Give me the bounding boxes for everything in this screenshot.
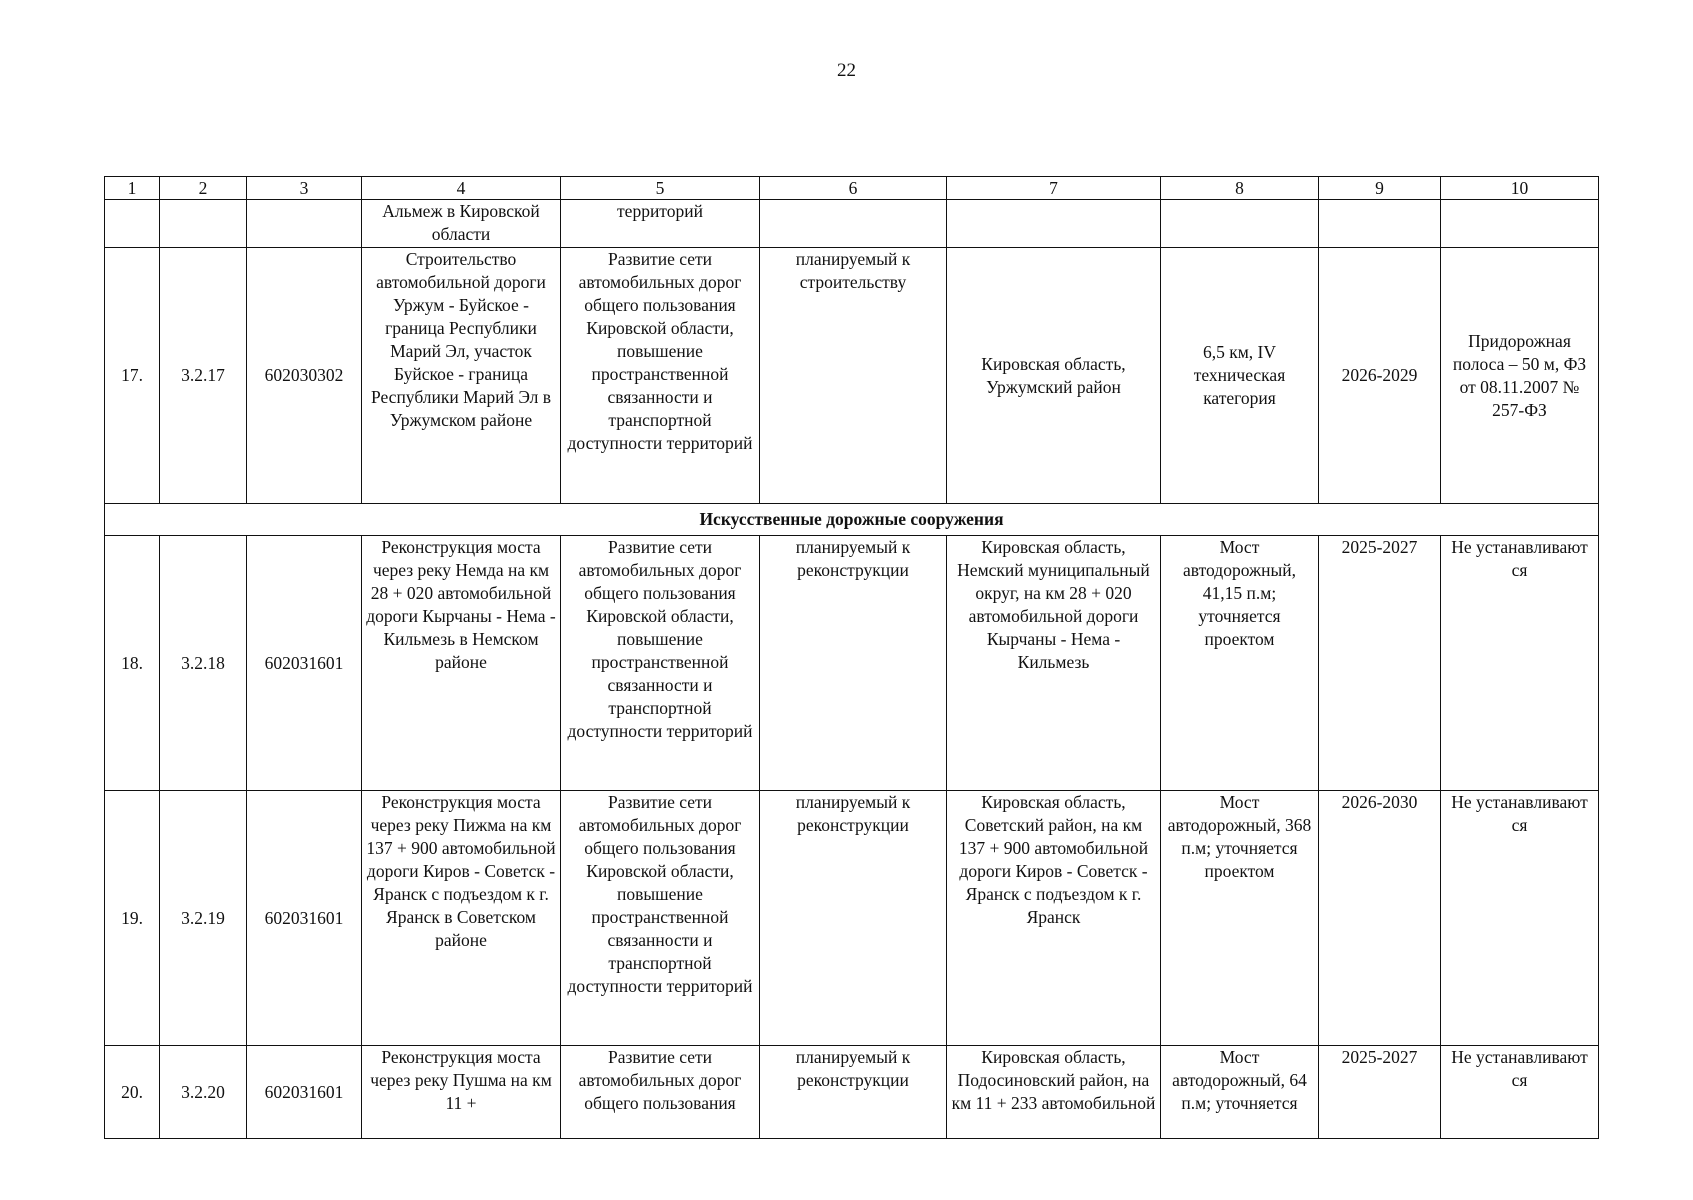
object-name: Реконструкция моста через реку Немда на км 28 + 020 автомобильной дороги Кырчаны - Нема - Кильмезь в Немском районе: [362, 536, 561, 791]
row-number: 17.: [105, 248, 160, 504]
implementation-period: 2026-2030: [1319, 791, 1441, 1046]
table-row: [105, 248, 1599, 504]
table-row: [105, 1046, 1599, 1139]
column-number: 2: [160, 177, 247, 200]
table-cell: [247, 200, 362, 248]
table-cell: [105, 200, 160, 248]
row-number: 19.: [105, 791, 160, 1046]
object-characteristics: Мост автодорожный, 41,15 п.м; уточняется проектом: [1161, 536, 1319, 791]
column-number: 7: [947, 177, 1161, 200]
object-location: Кировская область, Немский муниципальный округ, на км 28 + 020 автомобильной дороги Кырчаны - Нема - Кильмезь: [947, 536, 1161, 791]
objects-table: [104, 176, 1599, 1139]
object-id: 602031601: [247, 791, 362, 1046]
restriction-zone: Не устанавливают ся: [1441, 536, 1599, 791]
object-purpose: Развитие сети автомобильных дорог общего пользования: [561, 1046, 760, 1139]
object-location: Кировская область, Советский район, на км 137 + 900 автомобильной дороги Киров - Советск - Яранск с подъездом к г. Яранск: [947, 791, 1161, 1046]
page-number: 22: [837, 60, 856, 81]
column-number: 9: [1319, 177, 1441, 200]
object-status: планируемый к строительству: [760, 248, 947, 504]
object-name-continued: Альмеж в Кировской области: [362, 200, 561, 248]
object-purpose: Развитие сети автомобильных дорог общего пользования Кировской области, повышение пространственной связанности и транспортной доступности территорий: [561, 536, 760, 791]
column-number: 1: [105, 177, 160, 200]
object-status: планируемый к реконструкции: [760, 536, 947, 791]
object-purpose: Развитие сети автомобильных дорог общего пользования Кировской области, повышение пространственной связанности и транспортной доступности территорий: [561, 791, 760, 1046]
implementation-period: 2025-2027: [1319, 1046, 1441, 1139]
object-purpose: Развитие сети автомобильных дорог общего пользования Кировской области, повышение пространственной связанности и транспортной доступности территорий: [561, 248, 760, 504]
object-name: Реконструкция моста через реку Пушма на км 11 +: [362, 1046, 561, 1139]
object-code: 3.2.18: [160, 536, 247, 791]
row-number: 18.: [105, 536, 160, 791]
table-row: [105, 536, 1599, 791]
table-cell: [1161, 200, 1319, 248]
object-code: 3.2.19: [160, 791, 247, 1046]
object-location: Кировская область, Подосиновский район, на км 11 + 233 автомобильной: [947, 1046, 1161, 1139]
object-characteristics: 6,5 км, IV техническая категория: [1161, 248, 1319, 504]
section-title: Искусственные дорожные сооружения: [105, 504, 1599, 536]
object-status: планируемый к реконструкции: [760, 1046, 947, 1139]
table-cell: [760, 200, 947, 248]
object-name: Строительство автомобильной дороги Уржум - Буйское - граница Республики Марий Эл, участок Буйское - граница Республики Марий Эл в Уржумском районе: [362, 248, 561, 504]
object-code: 3.2.17: [160, 248, 247, 504]
section-row: [105, 504, 1599, 536]
object-status: планируемый к реконструкции: [760, 791, 947, 1046]
column-number: 3: [247, 177, 362, 200]
column-number: 8: [1161, 177, 1319, 200]
object-characteristics: Мост автодорожный, 64 п.м; уточняется: [1161, 1046, 1319, 1139]
table-cell: [1441, 200, 1599, 248]
restriction-zone: Не устанавливают ся: [1441, 791, 1599, 1046]
table-cell: [947, 200, 1161, 248]
table-cell: [160, 200, 247, 248]
object-name: Реконструкция моста через реку Пижма на км 137 + 900 автомобильной дороги Киров - Советск - Яранск с подъездом к г. Яранск в Советском районе: [362, 791, 561, 1046]
object-code: 3.2.20: [160, 1046, 247, 1139]
object-purpose-continued: территорий: [561, 200, 760, 248]
column-number: 10: [1441, 177, 1599, 200]
restriction-zone: Придорожная полоса – 50 м, ФЗ от 08.11.2007 № 257-ФЗ: [1441, 248, 1599, 504]
restriction-zone: Не устанавливают ся: [1441, 1046, 1599, 1139]
object-id: 602031601: [247, 1046, 362, 1139]
column-number: 6: [760, 177, 947, 200]
implementation-period: 2025-2027: [1319, 536, 1441, 791]
column-number-row: [105, 177, 1599, 200]
row-number: 20.: [105, 1046, 160, 1139]
object-characteristics: Мост автодорожный, 368 п.м; уточняется проектом: [1161, 791, 1319, 1046]
column-number: 5: [561, 177, 760, 200]
implementation-period: 2026-2029: [1319, 248, 1441, 504]
continuation-row: [105, 200, 1599, 248]
table-cell: [1319, 200, 1441, 248]
object-location: Кировская область, Уржумский район: [947, 248, 1161, 504]
column-number: 4: [362, 177, 561, 200]
table-row: [105, 791, 1599, 1046]
object-id: 602030302: [247, 248, 362, 504]
object-id: 602031601: [247, 536, 362, 791]
